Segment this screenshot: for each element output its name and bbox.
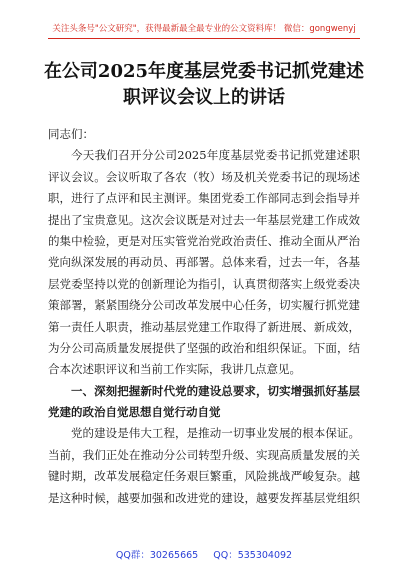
document-title	[40, 59, 368, 111]
salutation: 同志们：	[48, 127, 94, 141]
header-banner: 关注头条号"公文研究"，获得最新最全最专业的公文资料库！ 微信：gongwenyj	[52, 24, 356, 34]
body-line: 职，进行了点评和民主测评。集团党委工作部同志到会指导并	[48, 191, 360, 206]
footer-contact	[0, 547, 408, 561]
footer-qq-group: QQ群：30265665	[115, 550, 199, 561]
body-line: 是这种时候，越要加强和改进党的建设，越要发挥基层党组织	[48, 490, 360, 505]
document-body	[48, 124, 360, 509]
header-divider	[48, 38, 360, 39]
body-line: 今天我们召开分公司2025年度基层党委书记抓党建述职	[71, 148, 360, 163]
body-line: 策部署，紧紧围绕分公司改革发展中心任务，切实履行抓党建	[48, 298, 360, 313]
body-line: 合本次述职评议和当前工作实际，我讲几点意见。	[48, 362, 301, 377]
section-heading: 党建的政治自觉思想自觉行动自觉	[48, 405, 221, 420]
body-line: 评议会议。会议听取了各农（牧）场及机关党委书记的现场述	[48, 169, 360, 184]
title-line-2: 职评议会议上的讲话	[123, 87, 285, 108]
body-line: 键时期，改革发展稳定任务艰巨繁重，风险挑战严峻复杂。越	[48, 469, 360, 484]
body-line: 为分公司高质量发展提供了坚强的政治和组织保证。下面，结	[48, 340, 360, 355]
title-line-1: 在公司2025年度基层党委书记抓党建述	[43, 61, 365, 82]
body-line: 的集中检验，更是对压实管党治党政治责任、推动全面从严治	[48, 233, 360, 248]
body-line: 第一责任人职责，推动基层党建工作取得了新进展、新成效，	[48, 319, 360, 334]
body-line: 提出了宝贵意见。这次会议既是对过去一年基层党建工作成效	[48, 212, 360, 227]
footer-qq: QQ：535304092	[213, 550, 293, 561]
body-line: 党向纵深发展的再动员、再部署。总体来看，过去一年，各基	[48, 255, 360, 270]
body-line: 党的建设是伟大工程，是推动一切事业发展的根本保证。	[71, 426, 360, 441]
body-line: 层党委坚持以党的创新理论为指引，认真贯彻落实上级党委决	[48, 276, 360, 291]
section-heading: 一、深刻把握新时代党的建设总要求，切实增强抓好基层	[71, 383, 360, 398]
body-line: 当前，我们正处在推动分公司转型升级、实现高质量发展的关	[48, 447, 360, 462]
